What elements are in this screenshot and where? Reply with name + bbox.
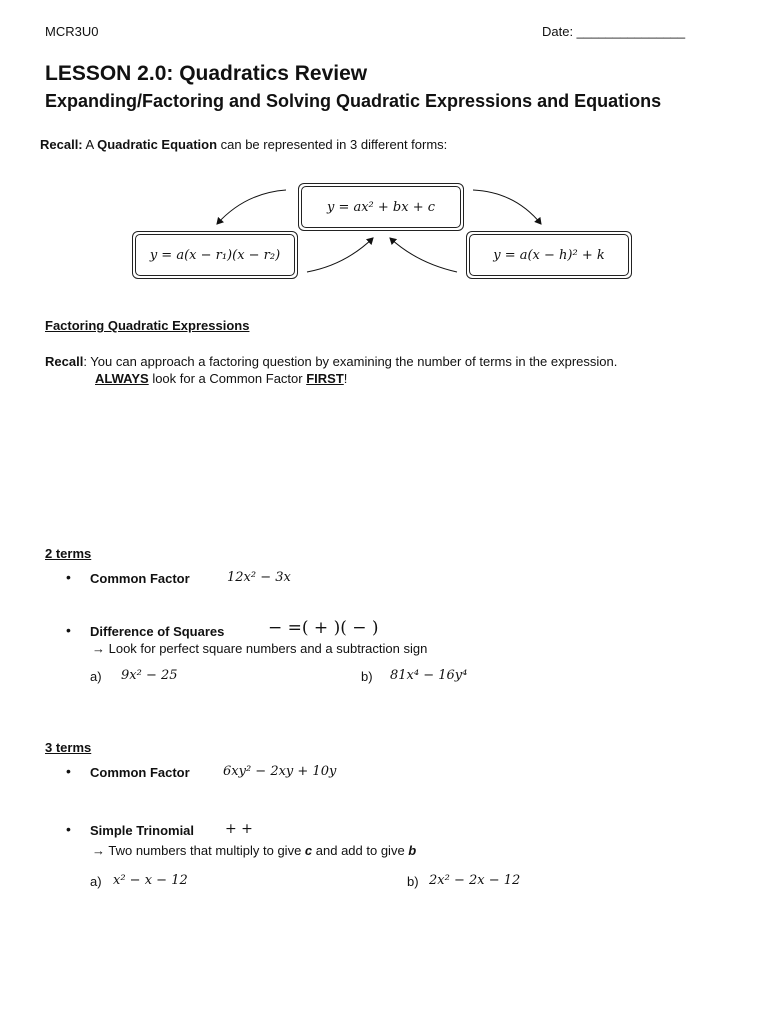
bullet: • [66,569,71,585]
first-text: FIRST [306,371,344,386]
common-factor-expression: 6xy² − 2xy + 10y [223,764,337,779]
arrow-standard-to-vertex [473,190,541,224]
standard-form-equation: y = ax² + bx + c [326,199,436,215]
course-code: MCR3U0 [45,24,99,39]
difference-of-squares-label: Difference of Squares [90,624,225,639]
common-factor-label: Common Factor [90,571,190,586]
hint-c: c [304,843,313,858]
quadratic-equation-term: Quadratic Equation [97,137,218,152]
recall-text-b: can be represented in 3 different forms: [217,137,448,152]
simple-trinomial-template: + + [225,821,253,837]
common-factor-first-note [95,371,347,386]
common-factor-expression: 12x² − 3x [227,570,291,585]
recall-label: Recall: [40,137,83,152]
simple-trinomial-label: Simple Trinomial [90,823,195,838]
difference-of-squares-template: − =( + )( − ) [268,618,379,638]
example-b-expression: 81x⁴ − 16y⁴ [390,668,468,683]
example-b-expression: 2x² − 2x − 12 [429,873,521,888]
vertex-form-equation: y = a(x − h)² + k [493,247,605,263]
bullet: • [66,763,71,779]
lesson-subtitle: Expanding/Factoring and Solving Quadratic Expressions and Equations [45,91,662,111]
date-field: Date: _______________ [542,24,686,39]
look-text: look for a Common Factor [148,371,307,386]
factoring-recall-text: : You can approach a factoring question by examining the number of terms in the expression. [83,354,618,369]
recall-text-a: A [82,137,98,152]
forms-arrows [0,0,768,300]
three-terms-heading: 3 terms [45,740,92,755]
hint-text-b: and add to give [312,843,409,858]
example-b-label: b) [361,669,373,684]
bullet: • [66,622,71,638]
simple-trinomial-hint [92,843,416,858]
difference-of-squares-hint: → Look for perfect square numbers and a subtraction sign [92,641,428,656]
example-b-label: b) [407,874,419,889]
factoring-recall [45,354,617,369]
hint-text-a: → Two numbers that multiply to give [92,843,305,858]
factored-form-equation: y = a(x − r₁)(x − r₂) [149,247,281,263]
factoring-heading: Factoring Quadratic Expressions [45,318,250,333]
arrow-vertex-to-standard [390,238,457,272]
example-a-expression: x² − x − 12 [113,873,188,888]
lesson-title: LESSON 2.0: Quadratics Review [45,62,368,85]
always-text: ALWAYS [95,371,149,386]
common-factor-label: Common Factor [90,765,190,780]
hint-b: b [408,843,417,858]
example-a-label: a) [90,874,102,889]
arrow-factored-to-standard [307,238,373,272]
example-a-label: a) [90,669,102,684]
bullet: • [66,821,71,837]
arrow-standard-to-factored [217,190,286,224]
factoring-recall-label: Recall [45,354,84,369]
two-terms-heading: 2 terms [45,546,92,561]
exclamation: ! [343,371,348,386]
example-a-expression: 9x² − 25 [121,668,178,683]
